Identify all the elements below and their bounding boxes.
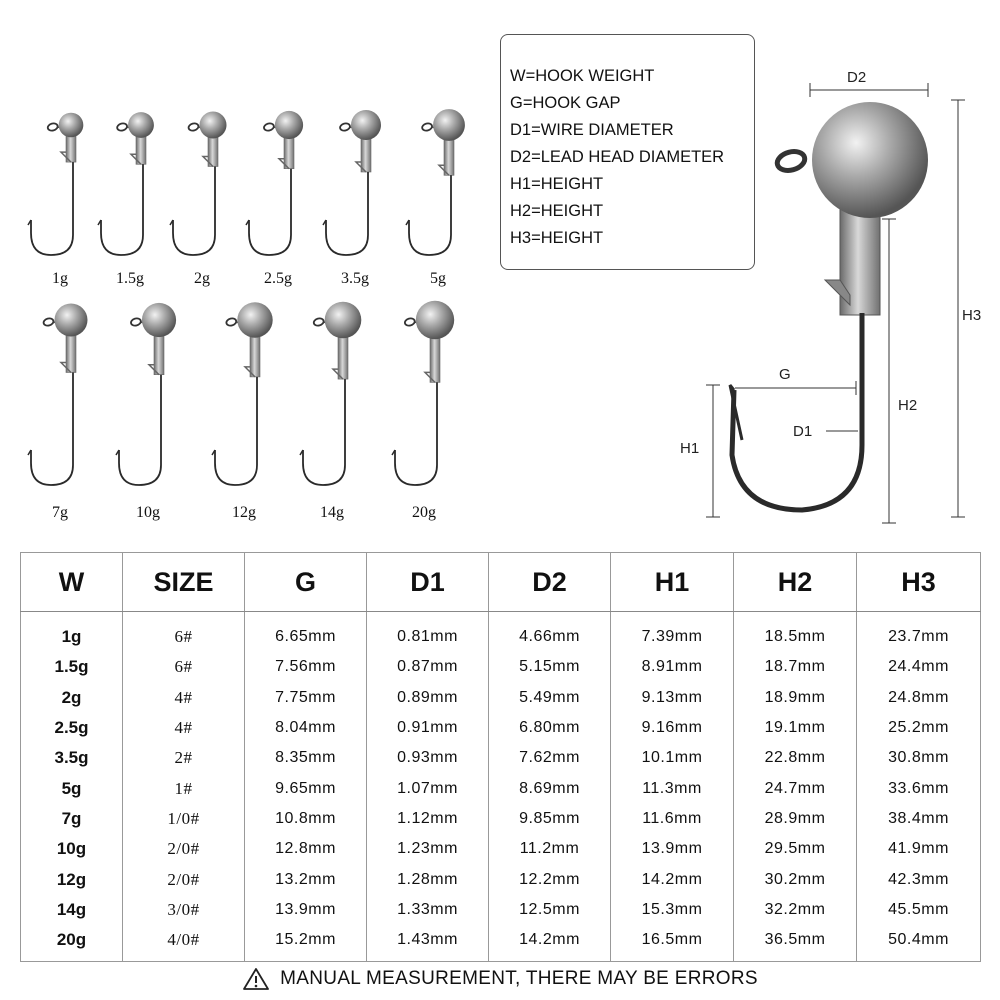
table-cell: 24.4mm [857, 652, 981, 682]
table-cell: 18.7mm [734, 652, 857, 682]
column-header-g: G [245, 553, 367, 612]
hook-weight-label: 2g [194, 270, 210, 287]
table-cell: 2/0# [123, 834, 245, 864]
table-cell: 0.91mm [367, 713, 489, 743]
table-cell: 12.8mm [245, 834, 367, 864]
table-cell: 22.8mm [734, 743, 857, 773]
table-cell: 7.56mm [245, 652, 367, 682]
table-cell: 15.3mm [611, 895, 734, 925]
table-row [21, 834, 981, 864]
table-cell: 13.9mm [245, 895, 367, 925]
legend-line-d1: D1=WIRE DIAMETER [510, 121, 674, 139]
table-cell: 1/0# [123, 804, 245, 834]
column-header-w: W [21, 553, 123, 612]
table-row [21, 683, 981, 713]
hook-weight-label: 1g [52, 270, 68, 287]
label-d1: D1 [793, 423, 813, 440]
hook-weight-label: 2.5g [264, 270, 292, 287]
legend-line-h1: H1=HEIGHT [510, 175, 604, 193]
hook-eye [226, 317, 237, 326]
lead-head [142, 303, 176, 337]
hook-wire [732, 313, 862, 510]
table-cell: 24.8mm [857, 683, 981, 713]
legend-line-g: G=HOOK GAP [510, 94, 621, 112]
jig-hook-illustration [297, 290, 377, 490]
table-cell: 6# [123, 652, 245, 682]
jig-hook-illustration [95, 95, 175, 295]
column-header-size: SIZE [123, 553, 245, 612]
table-cell: 4/0# [123, 925, 245, 962]
table-row [21, 864, 981, 894]
table-cell: 2.5g [21, 713, 123, 743]
table-cell: 50.4mm [857, 925, 981, 962]
warning-icon [242, 967, 270, 991]
hook-wire [173, 167, 215, 256]
hook-weight-label: 5g [430, 270, 446, 287]
table-row [21, 804, 981, 834]
table-cell: 36.5mm [734, 925, 857, 962]
lead-head [200, 112, 227, 139]
table-cell: 6.80mm [489, 713, 611, 743]
lead-head [59, 113, 84, 138]
table-cell: 1.5g [21, 652, 123, 682]
lead-head [55, 304, 88, 337]
table-cell: 45.5mm [857, 895, 981, 925]
hook-size-grid [0, 0, 500, 545]
table-cell: 12.5mm [489, 895, 611, 925]
hook-wire [101, 164, 143, 255]
table-cell: 6# [123, 612, 245, 653]
table-cell: 5.49mm [489, 683, 611, 713]
table-cell: 9.85mm [489, 804, 611, 834]
table-cell: 7g [21, 804, 123, 834]
table-cell: 12.2mm [489, 864, 611, 894]
hook-eye [188, 122, 199, 131]
table-cell: 32.2mm [734, 895, 857, 925]
table-cell: 23.7mm [857, 612, 981, 653]
lead-head [128, 112, 154, 138]
hook-shank [284, 135, 294, 169]
spec-table [20, 552, 981, 962]
table-cell: 19.1mm [734, 713, 857, 743]
label-g: G [779, 366, 791, 383]
table-cell: 13.9mm [611, 834, 734, 864]
table-cell: 13.2mm [245, 864, 367, 894]
table-row [21, 743, 981, 773]
hook-shank [154, 333, 164, 375]
table-cell: 1.33mm [367, 895, 489, 925]
table-cell: 2# [123, 743, 245, 773]
table-cell: 8.91mm [611, 652, 734, 682]
table-cell: 18.9mm [734, 683, 857, 713]
column-header-d1: D1 [367, 553, 489, 612]
table-cell: 3/0# [123, 895, 245, 925]
hook-weight-label: 12g [232, 504, 256, 521]
table-row [21, 773, 981, 803]
jig-hook-illustration [167, 95, 247, 295]
hook-eye [775, 149, 807, 174]
table-cell: 5.15mm [489, 652, 611, 682]
table-cell: 6.65mm [245, 612, 367, 653]
note-text: MANUAL MEASUREMENT, THERE MAY BE ERRORS [280, 968, 758, 989]
table-cell: 42.3mm [857, 864, 981, 894]
table-cell: 1# [123, 773, 245, 803]
hook-weight-label: 3.5g [341, 270, 369, 287]
hook-eye [339, 122, 350, 131]
hook-shank [338, 334, 348, 379]
label-h1: H1 [680, 440, 700, 457]
table-cell: 4.66mm [489, 612, 611, 653]
lead-head [325, 302, 362, 339]
table-cell: 16.5mm [611, 925, 734, 962]
table-cell: 7.39mm [611, 612, 734, 653]
table-cell: 24.7mm [734, 773, 857, 803]
label-d2: D2 [847, 69, 867, 86]
hook-shank [66, 333, 76, 373]
table-cell: 8.69mm [489, 773, 611, 803]
table-cell: 30.2mm [734, 864, 857, 894]
table-row [21, 895, 981, 925]
table-cell: 30.8mm [857, 743, 981, 773]
hook-wire [409, 175, 451, 255]
table-cell: 33.6mm [857, 773, 981, 803]
hook-wire [31, 373, 73, 486]
table-row [21, 612, 981, 653]
hook-weight-label: 14g [320, 504, 344, 521]
table-row [21, 925, 981, 962]
hook-shank [430, 335, 440, 382]
jig-hook-illustration [320, 95, 400, 295]
table-cell: 7.75mm [245, 683, 367, 713]
column-header-h1: H1 [611, 553, 734, 612]
table-body [21, 612, 981, 962]
hook-dimension-diagram [680, 55, 1000, 535]
lead-head [416, 301, 454, 339]
table-cell: 4# [123, 713, 245, 743]
table-cell: 28.9mm [734, 804, 857, 834]
jig-hook-illustration [25, 290, 105, 490]
table-cell: 7.62mm [489, 743, 611, 773]
legend-line-h2: H2=HEIGHT [510, 202, 604, 220]
hook-weight-label: 7g [52, 504, 68, 521]
hook-weight-label: 10g [136, 504, 160, 521]
table-header-row [21, 553, 981, 612]
hook-shank [250, 334, 260, 377]
table-cell: 9.13mm [611, 683, 734, 713]
table-cell: 11.2mm [489, 834, 611, 864]
hook-wire [249, 169, 291, 255]
table-cell: 0.89mm [367, 683, 489, 713]
table-cell: 1.12mm [367, 804, 489, 834]
table-row [21, 713, 981, 743]
table-cell: 25.2mm [857, 713, 981, 743]
table-cell: 8.04mm [245, 713, 367, 743]
hook-shank [444, 137, 454, 175]
hook-weight-label: 1.5g [116, 270, 144, 287]
hook-wire [215, 377, 257, 485]
table-cell: 9.65mm [245, 773, 367, 803]
hook-eye [47, 122, 58, 131]
hook-eye [404, 317, 415, 326]
lead-head [275, 111, 303, 139]
table-cell: 0.87mm [367, 652, 489, 682]
table-cell: 20g [21, 925, 123, 962]
table-cell: 1.43mm [367, 925, 489, 962]
jig-hook-illustration [209, 290, 289, 490]
table-cell: 10g [21, 834, 123, 864]
table-cell: 29.5mm [734, 834, 857, 864]
lead-head [351, 110, 381, 140]
label-h2: H2 [898, 397, 918, 414]
table-cell: 14.2mm [489, 925, 611, 962]
lead-head [433, 109, 465, 141]
table-cell: 8.35mm [245, 743, 367, 773]
table-cell: 41.9mm [857, 834, 981, 864]
hook-weight-label: 20g [412, 504, 436, 521]
measurement-note [0, 962, 1000, 996]
table-cell: 4# [123, 683, 245, 713]
table-cell: 0.81mm [367, 612, 489, 653]
label-h3: H3 [962, 307, 982, 324]
legend-line-w: W=HOOK WEIGHT [510, 67, 655, 85]
table-cell: 14g [21, 895, 123, 925]
table-cell: 9.16mm [611, 713, 734, 743]
column-header-d2: D2 [489, 553, 611, 612]
hook-eye [43, 317, 54, 326]
hook-eye [263, 122, 274, 131]
table-cell: 1g [21, 612, 123, 653]
table-cell: 1.23mm [367, 834, 489, 864]
table-cell: 18.5mm [734, 612, 857, 653]
table-cell: 2/0# [123, 864, 245, 894]
legend-line-h3: H3=HEIGHT [510, 229, 604, 247]
hook-eye [313, 317, 324, 326]
table-cell: 11.6mm [611, 804, 734, 834]
table-cell: 1.07mm [367, 773, 489, 803]
hook-wire [303, 379, 345, 485]
table-cell: 12g [21, 864, 123, 894]
table-cell: 3.5g [21, 743, 123, 773]
hook-eye [116, 122, 127, 131]
hook-shank [208, 135, 218, 167]
jig-hook-illustration [243, 95, 323, 295]
hook-shank [361, 136, 371, 172]
table-cell: 1.28mm [367, 864, 489, 894]
hook-wire [119, 375, 161, 485]
jig-hook-illustration [25, 95, 105, 295]
table-cell: 15.2mm [245, 925, 367, 962]
hook-wire [395, 382, 437, 485]
lead-head [812, 102, 928, 218]
table-cell: 38.4mm [857, 804, 981, 834]
hook-wire [326, 172, 368, 255]
lead-head [237, 302, 272, 337]
column-header-h2: H2 [734, 553, 857, 612]
jig-hook-illustration [389, 290, 469, 490]
table-cell: 14.2mm [611, 864, 734, 894]
jig-hook-illustration [113, 290, 193, 490]
table-cell: 10.8mm [245, 804, 367, 834]
legend-line-d2: D2=LEAD HEAD DIAMETER [510, 148, 725, 166]
hook-eye [130, 317, 141, 326]
table-cell: 2g [21, 683, 123, 713]
table-cell: 10.1mm [611, 743, 734, 773]
jig-hook-illustration [403, 95, 483, 295]
column-header-h3: H3 [857, 553, 981, 612]
table-cell: 5g [21, 773, 123, 803]
table-row [21, 652, 981, 682]
table-cell: 0.93mm [367, 743, 489, 773]
hook-eye [421, 122, 432, 131]
table-cell: 11.3mm [611, 773, 734, 803]
hook-wire [31, 162, 73, 255]
